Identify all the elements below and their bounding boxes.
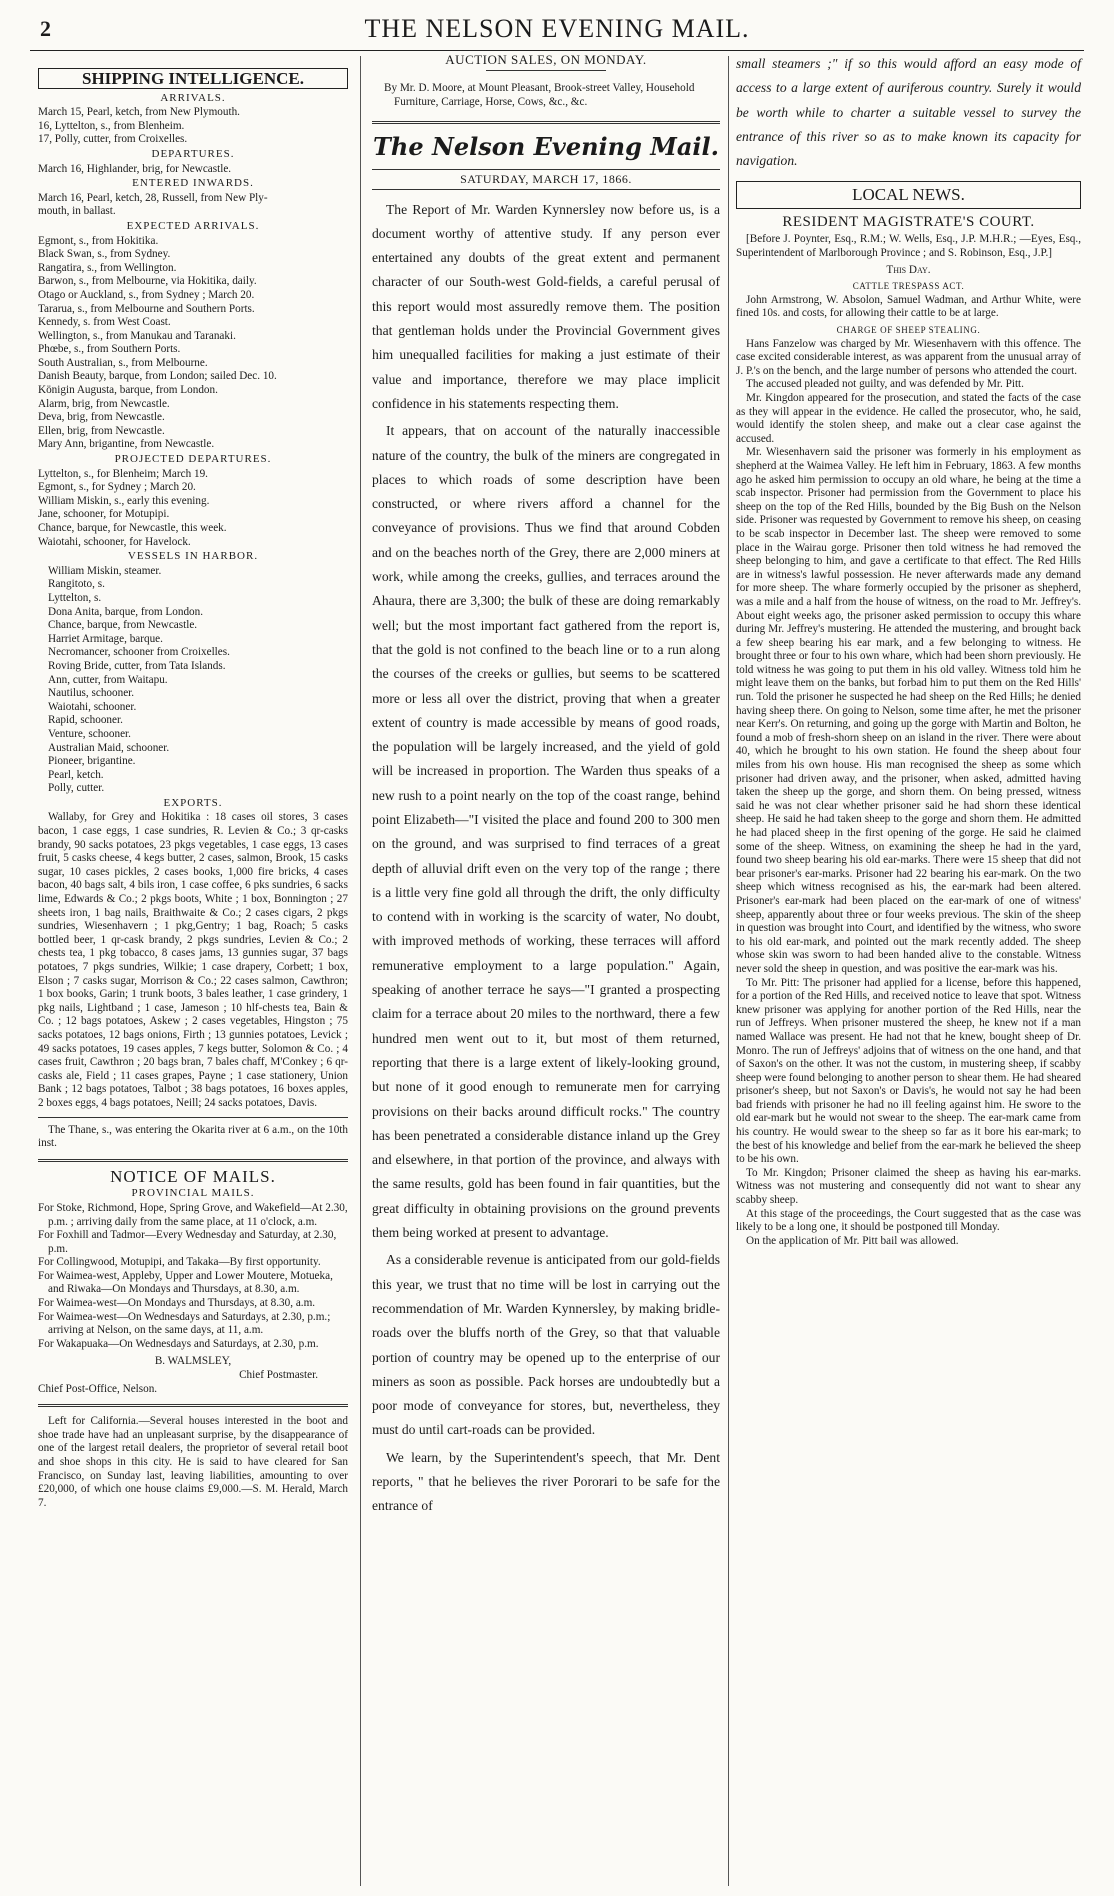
court-paragraph: Mr. Kingdon appeared for the prosecution, and stated the facts of the case as they will appear in the evidence. He called the prosecutor, who, he said, would identify the stolen sheep, and make out a clear case against the accused.	[736, 392, 1081, 445]
harbor-item: Nautilus, schooner.	[48, 687, 135, 700]
editorial-paragraph: The Report of Mr. Warden Kynnersley now before us, is a document worthy of attentive study. If any person ever entertained any doubts of the great extent and permanent character of our South-west Gold-fields, a careful perusal of this report would most assuredly remove them. The position that gentleman holds under the Provincial Government gives him unequalled facilities for making a just estimate of their value and importance, therefore we may place implicit confidence in his statements respecting them.	[372, 201, 720, 411]
california-text: Left for California.—Several houses interested in the boot and shoe trade have had an unpleasant surprise, by the disappearance of one of the largest retail dealers, the proprietor of several retail boot and shoe shops in this city. He is said to have cleared for San Francisco, on Sunday last, leaving liabilities, amounting to over £20,000, of which one house claims £9,000.—S. M. Herald, March 7.	[38, 1415, 348, 1509]
expected-item: Kennedy, s. from West Coast.	[38, 316, 171, 329]
court-bench: [Before J. Poynter, Esq., R.M.; W. Wells, Esq., J.P. M.H.R.; —Eyes, Esq., Superintendent of Marlborough Province ; and S. Robinson, Esq., J.P.]	[736, 233, 1081, 260]
projected-item: Waiotahi, schooner, for Havelock.	[38, 535, 191, 548]
separator	[38, 1404, 348, 1407]
departures-list	[38, 163, 348, 177]
column-divider-2	[728, 56, 729, 1886]
separator	[372, 121, 720, 124]
arrival-item: 17, Polly, cutter, from Croixelles.	[38, 133, 188, 146]
projected-item: Lyttelton, s., for Blenheim; March 19.	[38, 467, 208, 480]
auction-heading: AUCTION SALES, ON MONDAY.	[445, 52, 647, 67]
harbor-item: Venture, schooner.	[48, 727, 131, 740]
arrivals-heading: ARRIVALS.	[160, 91, 226, 104]
expected-item: Rangatira, s., from Wellington.	[38, 261, 177, 274]
court-paragraph: On the application of Mr. Pitt bail was allowed.	[746, 1234, 959, 1247]
mail-item: For Foxhill and Tadmor—Every Wednesday and Saturday, at 2.30, p.m.	[38, 1229, 337, 1255]
auction-rule	[486, 70, 606, 71]
expected-item: Phœbe, s., from Southern Ports.	[38, 343, 181, 356]
editorial-continuation: small steamers ;" if so this would afford an easy mode of access to a large extent of auriferous country. Surely it would be worth while to charter a suitable vessel to survey the entrance of this river so as to make known its capacity for navigation.	[736, 56, 1081, 169]
harbor-item: Polly, cutter.	[48, 782, 105, 795]
sheep-heading: CHARGE OF SHEEP STEALING.	[836, 325, 981, 336]
masthead-rule	[30, 50, 1084, 51]
arrival-item: 16, Lyttelton, s., from Blenheim.	[38, 119, 185, 132]
postmaster-title: Chief Postmaster.	[239, 1369, 318, 1382]
entered-item: mouth, in ballast.	[38, 205, 116, 218]
expected-list	[38, 235, 348, 453]
harbor-item: Pioneer, brigantine.	[48, 755, 136, 768]
harbor-item: Lyttelton, s.	[48, 591, 102, 604]
paper-title: The Nelson Evening Mail.	[373, 131, 719, 161]
harbor-item: Rangitoto, s.	[48, 578, 105, 591]
mail-item: For Stoke, Richmond, Hope, Spring Grove, and Wakefield—At 2.30, p.m. ; arriving daily from the same place, at 11 o'clock, a.m.	[38, 1201, 348, 1228]
masthead: THE NELSON EVENING MAIL.	[364, 14, 750, 43]
mail-item: For Wakapuaka—On Wednesdays and Saturdays, at 2.30, p.m.	[38, 1337, 319, 1350]
editorial-body	[372, 198, 720, 1519]
harbor-item: Rapid, schooner.	[48, 714, 123, 727]
mail-item: For Waimea-west, Appleby, Upper and Lower Moutere, Motueka, and Riwaka—On Mondays and Thursdays, at 8.30, a.m.	[38, 1269, 333, 1296]
mail-item: For Collingwood, Motupipi, and Takaka—By first opportunity.	[38, 1256, 321, 1269]
editorial-paragraph: We learn, by the Superintendent's speech, that Mr. Dent reports, " that he believes the river Pororari to be safe for the entrance of	[372, 1449, 720, 1514]
arrival-item: March 15, Pearl, ketch, from New Plymouth.	[38, 106, 240, 119]
expected-item: Barwon, s., from Melbourne, via Hokitika, daily.	[38, 275, 257, 288]
harbor-item: Ann, cutter, from Waitapu.	[48, 673, 168, 686]
projected-item: Jane, schooner, for Motupipi.	[38, 508, 170, 521]
harbor-item: Necromancer, schooner from Croixelles.	[48, 646, 230, 659]
mail-item: For Waimea-west—On Mondays and Thursdays, at 8.30, a.m.	[38, 1297, 316, 1310]
separator	[38, 1117, 348, 1118]
harbor-list	[38, 565, 348, 796]
court-paragraph: Hans Fanzelow was charged by Mr. Wiesenhavern with this offence. The case excited considerable interest, as was apparent from the unusual array of J. P.'s on the bench, and the large number of persons who attended the court.	[736, 337, 1081, 377]
projected-item: Egmont, s., for Sydney ; March 20.	[38, 481, 196, 494]
trespass-heading: CATTLE TRESPASS ACT.	[852, 281, 965, 292]
harbor-item: Waiotahi, schooner.	[48, 700, 137, 713]
auction-text: By Mr. D. Moore, at Mount Pleasant, Brook-street Valley, Household Furniture, Carriage, Horse, Cows, &c., &c.	[384, 82, 695, 108]
column-local-news	[736, 52, 1081, 1248]
issue-date: SATURDAY, MARCH 17, 1866.	[372, 169, 720, 190]
harbor-item: Australian Maid, schooner.	[48, 741, 170, 754]
court-paragraph: At this stage of the proceedings, the Court suggested that as the case was likely to be a long one, it should be postponed till Monday.	[736, 1207, 1081, 1234]
mail-item: For Waimea-west—On Wednesdays and Saturdays, at 2.30, p.m.; arriving at Nelson, on the same days, at 11, a.m.	[38, 1310, 331, 1337]
editorial-paragraph: It appears, that on account of the naturally inaccessible nature of the country, the bulk of the miners are congregated in places to which roads of some description have been constructed, or where rivers afford a channel for the conveyance of provisions. Thus we find that around Cobden and on the beaches north of the Grey, there are 2,000 miners at work, while among the creeks, gullies, and terraces around the Ahaura, there are 3,300; the bulk of these are doing remarkably well; but the most important fact gathered from the report is, that the gold is not confined to the beach line or to a run along the courses of the creeks or gullies, but seems to be scattered more or less all over the district, proving that when a greater extent of country is made accessible by means of good roads, the population will be largely increased, and the yield of gold will be increased in proportion. The Warden thus speaks of a new rush to a point nearly on the top of the coast range, behind point Elizabeth—"I visited the place and found 200 to 300 men on the ground, and was surprised to find terraces of a great depth of alluvial drift even on the very top of the range ; there is a little very fine gold all through the drift, the only difficulty to contend with in working is the scarcity of water, No doubt, with improved methods of working, these terraces will afford remunerative employment to a large population." Again, speaking of another terrace he says—"I granted a prospecting claim for a terrace about 20 miles to the northward, there a few hundred men went out to it, but most of them returned, reporting that there is a large extent of likely-looking ground, but none of it good enough to remunerate men for carrying provisions on their backs around difficult rocks." The country has been penetrated a considerable distance inland up the Grey and elsewhere, in that portion of the province, and always with the same results, gold has been found in fair quantities, but the great difficulty in obtaining provisions on the ground prevents them being worked at present to advantage.	[372, 423, 720, 1241]
court-paragraph: The accused pleaded not guilty, and was defended by Mr. Pitt.	[746, 378, 1024, 391]
expected-item: Alarm, brig, from Newcastle.	[38, 397, 170, 410]
expected-item: Black Swan, s., from Sydney.	[38, 248, 171, 261]
expected-item: Königin Augusta, barque, from London.	[38, 384, 218, 397]
page-number: 2	[40, 16, 51, 41]
projected-list	[38, 468, 348, 550]
entered-heading: ENTERED INWARDS.	[132, 177, 254, 190]
expected-item: South Australian, s., from Melbourne.	[38, 356, 208, 369]
column-divider-1	[360, 56, 361, 1886]
harbor-item: William Miskin, steamer.	[48, 564, 162, 577]
arrivals-list	[38, 106, 348, 147]
editorial-paragraph: As a considerable revenue is anticipated from our gold-fields this year, we trust that no time will be lost in carrying out the recommendation of Mr. Warden Kynnersley, by making bridle-roads over the bluffs north of the Grey, so that that valuable portion of country may be opened up to the enterprise of our miners as soon as possible. Pack horses are undoubtedly but a poor mode of conveyance for stores, but, nevertheless, they must do until cart-roads can be provided.	[372, 1252, 720, 1438]
trespass-text: John Armstrong, W. Absolon, Samuel Wadman, and Arthur White, were fined 10s. and costs, for allowing their cattle to be at large.	[736, 293, 1081, 320]
court-paragraph: To Mr. Kingdon; Prisoner claimed the sheep as having his ear-marks. Witness was not mustering and consequently did not want to shear any scabby sheep.	[736, 1166, 1081, 1207]
projected-item: Chance, barque, for Newcastle, this week.	[38, 522, 227, 534]
departures-heading: DEPARTURES.	[151, 147, 235, 160]
court-heading: RESIDENT MAGISTRATE'S COURT.	[782, 214, 1035, 231]
this-day: This Day.	[886, 263, 931, 276]
mails-list	[38, 1202, 348, 1352]
expected-item: Egmont, s., from Hokitika.	[38, 234, 159, 247]
expected-item: Tararua, s., from Melbourne and Southern Ports.	[38, 302, 255, 315]
departure-item: March 16, Highlander, brig, for Newcastle.	[38, 162, 232, 175]
expected-heading: EXPECTED ARRIVALS.	[126, 219, 260, 232]
harbor-item: Harriet Armitage, barque.	[48, 632, 163, 645]
postmaster-name: B. WALMSLEY,	[154, 1355, 232, 1368]
court-paragraph: To Mr. Pitt: The prisoner had applied for a license, before this happened, for a portion of the Red Hills, and received notice to leave that spot. Witness knew prisoner was applying for another portion of the Red Hills, near the run of Jeffreys. When prisoner mustered the sheep, he knew not if a man named Wallace was present. He had not that he knew, bought sheep of Dr. Monro. The run of Jeffreys' adjoins that of witness on the one hand, and that of Saxon's on the other. It was not the custom, in mustering sheep, if scabby sheep were found belonging to another person to shear them. He had sheared prisoner's sheep, but not Saxon's or Davis's, he would not say he had been bad friends with prisoner he had no ill feeling against him. He swore to the old ear-mark but he would not swear to the sheep. The ear-mark came from his country. He would swear to the sheep so far as it bore his ear-mark; to the best of his knowledge and belief from the ear-mark he believed the sheep to be his own.	[736, 976, 1081, 1166]
projected-heading: PROJECTED DEPARTURES.	[114, 453, 272, 466]
harbor-item: Dona Anita, barque, from London.	[48, 605, 204, 618]
local-news-heading: LOCAL NEWS.	[736, 181, 1081, 209]
expected-item: Wellington, s., from Manukau and Taranaki.	[38, 329, 236, 342]
post-office: Chief Post-Office, Nelson.	[38, 1382, 158, 1395]
entered-list	[38, 192, 348, 219]
separator	[38, 1159, 348, 1162]
expected-item: Ellen, brig, from Newcastle.	[38, 424, 165, 437]
exports-text: Wallaby, for Grey and Hokitika : 18 cases oil stores, 3 cases bacon, 1 case eggs, 1 case sundries, R. Levien & Co.; 3 qr-casks brandy, 90 sacks potatoes, 23 pkgs vegetables, 1 case eggs, 13 cases fruit, 5 casks cheese, 4 kegs butter, 2 cases, salmon, Brook, 15 casks sugar, 10 cases pickles, 2 cases books, 1,000 fire bricks, 4 cases bacon, 40 bags salt, 4 bils iron, 1 case coffee, 6 pks sundries, 6 sacks lime, Edwards & Co.; 2 pkgs boots, White ; 1 box, Bonnington ; 27 sheets iron, 1 bag nails, Braithwaite & Co.; 2 cases cigars, 2 pkgs sundries, Wiesenhavern ; 1 pkg,Gentry; 1 bag, Roach; 5 casks bottled beer, 1 qr-cask brandy, 2 pkgs sundries, Levien & Co.; 2 chests tea, 1 pkg tobacco, 8 cases jams, 13 gunnies sugar, 37 bags potatoes, 7 pkgs sundries, Wilkie; 1 case drapery, Corbett; 1 box, Elson ; 7 casks sugar, Morrison & Co.; 22 cases salmon, Cawthron; 1 box books, Garin; 1 trunk boots, 3 bales leather, 1 case grindery, 1 pkg nails, Lightband ; 1 case, Jameson ; 10 hlf-chests tea, Bain & Co. ; 12 bags potatoes, Askew ; 2 cases vegetables, Hingston ; 75 sacks potatoes, 12 bags onions, Firth ; 13 gunnies potatoes, Levick ; 49 sacks potatoes, 19 cases apples, 7 kegs butter, Solomon & Co. ; 4 cases fruit, Cawthron ; 20 bags bran, 7 bales chaff, M'Conkey ; 6 qr-casks ale, Field ; 11 cases grapes, Payne ; 1 case stationery, Union Bank ; 12 bags potatoes, Talbot ; 38 bags potatoes, 16 boxes apples, 2 boxes eggs, 4 bags potatoes, Neill; 24 sacks potatoes, Davis.	[38, 811, 348, 1109]
expected-item: Otago or Auckland, s., from Sydney ; March 20.	[38, 288, 255, 301]
harbor-item: Pearl, ketch.	[48, 768, 104, 781]
harbor-item: Roving Bride, cutter, from Tata Islands.	[48, 659, 226, 672]
shipping-heading: SHIPPING INTELLIGENCE.	[38, 68, 348, 89]
mails-heading: NOTICE OF MAILS.	[110, 1166, 276, 1186]
harbor-item: Chance, barque, from Newcastle.	[48, 619, 198, 632]
thane-text: The Thane, s., was entering the Okarita river at 6 a.m., on the 10th inst.	[38, 1123, 348, 1150]
column-editorial	[372, 52, 720, 1522]
entered-item: March 16, Pearl, ketch, 28, Russell, from New Ply-	[38, 191, 268, 204]
expected-item: Deva, brig, from Newcastle.	[38, 411, 165, 424]
expected-item: Danish Beauty, barque, from London; sailed Dec. 10.	[38, 370, 277, 383]
exports-heading: EXPORTS.	[163, 796, 223, 809]
court-body	[736, 338, 1081, 1249]
column-shipping	[38, 68, 348, 1510]
provincial-mails-heading: PROVINCIAL MAILS.	[131, 1187, 255, 1200]
harbor-heading: VESSELS IN HARBOR.	[127, 550, 259, 563]
court-paragraph: Mr. Wiesenhavern said the prisoner was formerly in his employment as shepherd at the Waimea Valley. He left him in February, 1863. A few months ago he asked him permission to occupy an old whare, he being at the time a scab inspector. Prisoner had permission from the Government to place his sheep on the top of the Red Hills, bounded by the Big Bush on the Nelson side. Prisoner was requested by Government to remove his sheep, on ceasing to be scab inspector in December last. The sheep were removed to some place in the Wairau gorge. Prisoner then told witness he had removed the sheep belonging to him, and gave a certificate to that effect. The Red Hills are in witness's lawful possession. He never afterwards made any demand for more sheep. The whare formerly occupied by the prisoner as shepherd, was a mile and a half from the house of witness, on the road to Mr. Jeffrey's. About eight weeks ago, the prisoner asked permission to occupy this whare during Mr. Jeffrey's mustering. He attended the mustering, and brought back a few sheep bearing his ear mark, and a few belonging to witness. He brought three or four to his own whare, which had been shorn previously. He told witness he was going to put them in his old valley. Witness told him he might leave them on the banks, but forbad him to put them on the Red Hills' run. Told the prisoner he suspected he had sheep on the Red Hills; he denied having sheep there. On going to Nelson, some time after, he met the prisoner near Kerr's. On returning, and going up the gorge with Martin and Bolton, he found a mob of fresh-shorn sheep on an island in the river. There were about 40, which he brought to his own station. He found the sheep about four miles from his own house. His man recognised the sheep as some which prisoner had driven away, and the prisoner, when asked, admitted having taken the sheep up the gorge, and shorn them. On being pressed, witness said he was not clear whether prisoner said he had shorn these identical sheep. He said he had taken sheep to the gorge and shorn them. He admitted he had placed sheep in the first opening of the gorge. He said he claimed some of the sheep. Witness, on examining the sheep he had in the yard, found two sheep bearing his old ear-marks. There were 15 sheep that did not bear prisoner's ear-marks. Prisoner had 22 bearing his ear-mark. On the two sheep which witness recognised as his, the ear-mark had been altered. Prisoner's ear-mark had been placed on the ear-mark of one of witness' sheep, apparently about three or four weeks previous. The skin of the sheep in question was brought into Court, and identified by the witness, who swore to his old ear-mark, and pointed out the mark recently added. The sheep whose skin was sworn to had been handed alive to the constable. Witness never sold the sheep in question, and was positive the ear-mark was his.	[736, 446, 1081, 975]
projected-item: William Miskin, s., early this evening.	[38, 494, 210, 507]
expected-item: Mary Ann, brigantine, from Newcastle.	[38, 438, 215, 451]
